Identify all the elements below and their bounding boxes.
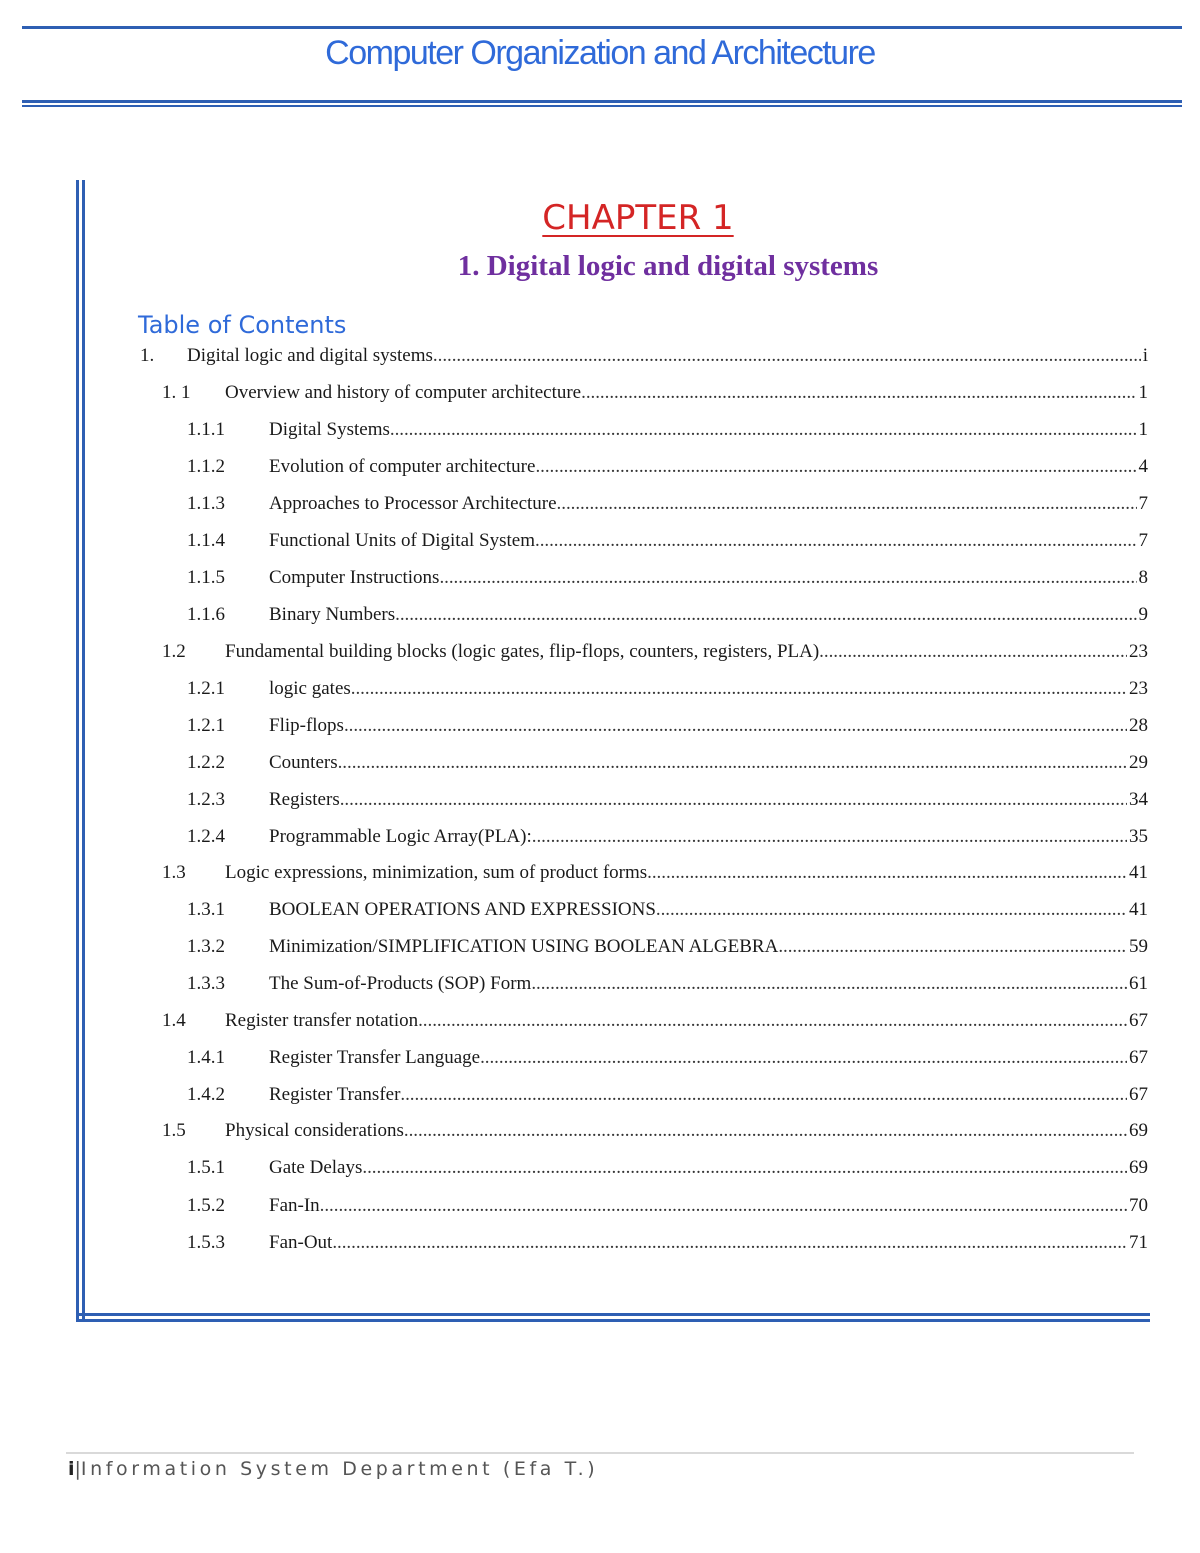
toc-entry-number: 1.4.2: [187, 1084, 225, 1105]
toc-entry[interactable]: [187, 752, 1148, 782]
toc-dot-leader: [320, 1195, 1127, 1217]
toc-dot-leader: [395, 604, 1136, 626]
toc-entry-title: Digital Systems: [269, 419, 390, 440]
toc-entry-number: 1.3.2: [187, 936, 225, 957]
frame-left-border-inner: [82, 180, 85, 1322]
toc-entry[interactable]: [162, 382, 1148, 412]
toc-dot-leader: [340, 789, 1127, 811]
toc-dot-leader: [531, 973, 1127, 995]
header-title: Computer Organization and Architecture: [325, 34, 875, 72]
frame-bottom-border-inner: [78, 1319, 1150, 1322]
toc-entry-title: BOOLEAN OPERATIONS AND EXPRESSIONS: [269, 899, 656, 920]
toc-entry[interactable]: [187, 567, 1148, 597]
toc-entry-title: Counters: [269, 752, 338, 773]
toc-entry-number: 1.2.1: [187, 715, 225, 736]
toc-dot-leader: [390, 419, 1137, 441]
footer-department: Information System Department (Efa T.): [80, 1458, 599, 1480]
toc-dot-leader: [480, 1047, 1127, 1069]
toc-dot-leader: [400, 1084, 1127, 1106]
toc-entry-number: 1.1.4: [187, 530, 225, 551]
toc-entry-page: 8: [1138, 567, 1148, 588]
toc-entry-number: 1.1.6: [187, 604, 225, 625]
toc-entry[interactable]: [187, 456, 1148, 486]
toc-dot-leader: [656, 899, 1127, 921]
toc-entry-title: logic gates: [269, 678, 351, 699]
toc-entry-title: Evolution of computer architecture: [269, 456, 536, 477]
toc-entry[interactable]: [187, 936, 1148, 966]
toc-entry-title: Computer Instructions: [269, 567, 440, 588]
toc-entry[interactable]: [162, 641, 1148, 671]
toc-entry-title: Programmable Logic Array(PLA):: [269, 826, 532, 847]
toc-entry[interactable]: [162, 1120, 1148, 1150]
toc-entry-page: 34: [1129, 789, 1148, 810]
toc-dot-leader: [647, 862, 1127, 884]
toc-entry[interactable]: [187, 1232, 1148, 1262]
toc-dot-leader: [532, 826, 1127, 848]
toc-entry-page: 35: [1129, 826, 1148, 847]
toc-entry-title: Registers: [269, 789, 340, 810]
toc-entry[interactable]: [162, 862, 1148, 892]
toc-dot-leader: [362, 1157, 1127, 1179]
toc-entry-page: 1: [1138, 419, 1148, 440]
toc-entry-page: 70: [1129, 1195, 1148, 1216]
toc-entry-title: Register Transfer: [269, 1084, 401, 1105]
toc-dot-leader: [351, 678, 1127, 700]
toc-entry-number: 1.1.2: [187, 456, 225, 477]
footer-rule: [66, 1452, 1134, 1454]
toc-dot-leader: [404, 1120, 1127, 1142]
toc-dot-leader: [433, 345, 1141, 367]
toc-entry[interactable]: [187, 493, 1148, 523]
toc-entry[interactable]: [187, 899, 1148, 929]
toc-dot-leader: [418, 1010, 1127, 1032]
toc-entry[interactable]: [187, 973, 1148, 1003]
toc-entry-title: Gate Delays: [269, 1157, 363, 1178]
toc-entry[interactable]: [187, 715, 1148, 745]
toc-entry-title: Binary Numbers: [269, 604, 396, 625]
toc-entry-title: Functional Units of Digital System: [269, 530, 535, 551]
toc-entry-page: 41: [1129, 862, 1148, 883]
toc-dot-leader: [819, 641, 1127, 663]
toc-entry-page: 71: [1129, 1232, 1148, 1253]
top-rule: [22, 26, 1182, 29]
toc-heading: Table of Contents: [138, 311, 347, 339]
toc-entry-number: 1.3: [162, 862, 186, 883]
toc-entry[interactable]: [187, 530, 1148, 560]
toc-entry-number: 1.4.1: [187, 1047, 225, 1068]
chapter-title: 1. Digital logic and digital systems: [457, 250, 879, 282]
toc-entry-number: 1.5.2: [187, 1195, 225, 1216]
toc-entry-page: 61: [1129, 973, 1148, 994]
toc-entry-number: 1.2.4: [187, 826, 225, 847]
frame-bottom-border: [78, 1313, 1150, 1316]
toc-entry[interactable]: [187, 1047, 1148, 1077]
toc-entry-page: 69: [1129, 1157, 1148, 1178]
toc-entry-page: 7: [1138, 493, 1148, 514]
chapter-label: [0, 198, 1200, 238]
toc-entry[interactable]: [187, 604, 1148, 634]
toc-entry-title: Logic expressions, minimization, sum of product forms: [225, 862, 648, 883]
toc-entry-number: 1.1.1: [187, 419, 225, 440]
toc-entry-title: Physical considerations: [225, 1120, 404, 1141]
toc-entry[interactable]: [187, 1157, 1148, 1187]
toc-entry-number: 1.3.1: [187, 899, 225, 920]
toc-entry-page: 69: [1129, 1120, 1148, 1141]
toc-entry[interactable]: [187, 419, 1148, 449]
toc-entry[interactable]: [187, 1195, 1148, 1225]
toc-dot-leader: [535, 530, 1137, 552]
toc-entry-number: 1.: [140, 345, 155, 366]
toc-entry-title: Register transfer notation: [225, 1010, 419, 1031]
toc-dot-leader: [581, 382, 1136, 404]
header-rule: [22, 100, 1182, 103]
frame-left-border: [76, 180, 79, 1322]
toc-entry-number: 1.1.5: [187, 567, 225, 588]
toc-entry-page: 67: [1129, 1084, 1148, 1105]
toc-entry-number: 1.5.1: [187, 1157, 225, 1178]
chapter-label-text: CHAPTER 1: [542, 198, 734, 238]
toc-entry-number: 1.3.3: [187, 973, 225, 994]
toc-entry-page: 41: [1129, 899, 1148, 920]
toc-entry-title: Minimization/SIMPLIFICATION USING BOOLEAN ALGEBRA: [269, 936, 779, 957]
header-rule-secondary: [22, 105, 1182, 107]
toc-entry-number: 1.1.3: [187, 493, 225, 514]
toc-entry-title: Register Transfer Language: [269, 1047, 481, 1068]
toc-entry[interactable]: [140, 345, 1148, 375]
toc-entry-page: i: [1142, 345, 1148, 366]
page-footer: [68, 1458, 598, 1480]
footer-separator: |: [74, 1458, 81, 1480]
toc-entry[interactable]: [187, 1084, 1148, 1114]
toc-entry[interactable]: [187, 789, 1148, 819]
toc-entry-page: 7: [1138, 530, 1148, 551]
toc-entry-number: 1. 1: [162, 382, 191, 403]
toc-entry-page: 29: [1129, 752, 1148, 773]
toc-entry-number: 1.4: [162, 1010, 186, 1031]
toc-dot-leader: [338, 752, 1127, 774]
toc-entry-page: 67: [1129, 1047, 1148, 1068]
toc-dot-leader: [778, 936, 1127, 958]
toc-entry-title: Overview and history of computer architecture: [225, 382, 582, 403]
toc-entry-number: 1.2.2: [187, 752, 225, 773]
toc-entry-page: 4: [1138, 456, 1148, 477]
toc-entry-page: 23: [1129, 641, 1148, 662]
toc-entry-page: 67: [1129, 1010, 1148, 1031]
toc-dot-leader: [557, 493, 1137, 515]
footer-page-number: i: [68, 1458, 75, 1480]
toc-entry-title: Fan-In: [269, 1195, 320, 1216]
toc-entry-number: 1.5: [162, 1120, 186, 1141]
toc-dot-leader: [332, 1232, 1127, 1254]
toc-entry-title: Fundamental building blocks (logic gates, flip-flops, counters, registers, PLA): [225, 641, 820, 662]
toc-entry-page: 9: [1138, 604, 1148, 625]
toc-entry[interactable]: [187, 826, 1148, 856]
toc-entry-page: 1: [1138, 382, 1148, 403]
toc-entry-page: 59: [1129, 936, 1148, 957]
toc-entry-title: Flip-flops: [269, 715, 344, 736]
toc-entry-title: Fan-Out: [269, 1232, 333, 1253]
toc-entry-title: Approaches to Processor Architecture: [269, 493, 557, 514]
toc-dot-leader: [344, 715, 1127, 737]
toc-entry-page: 23: [1129, 678, 1148, 699]
toc-entry-title: Digital logic and digital systems: [187, 345, 433, 366]
toc-entry-number: 1.2: [162, 641, 186, 662]
toc-entry-title: The Sum-of-Products (SOP) Form: [269, 973, 532, 994]
toc-entry-page: 28: [1129, 715, 1148, 736]
toc-dot-leader: [535, 456, 1136, 478]
toc-entry[interactable]: [187, 678, 1148, 708]
toc-entry-number: 1.5.3: [187, 1232, 225, 1253]
toc-entry-number: 1.2.1: [187, 678, 225, 699]
toc-entry[interactable]: [162, 1010, 1148, 1040]
toc-entry-number: 1.2.3: [187, 789, 225, 810]
toc-dot-leader: [439, 567, 1136, 589]
